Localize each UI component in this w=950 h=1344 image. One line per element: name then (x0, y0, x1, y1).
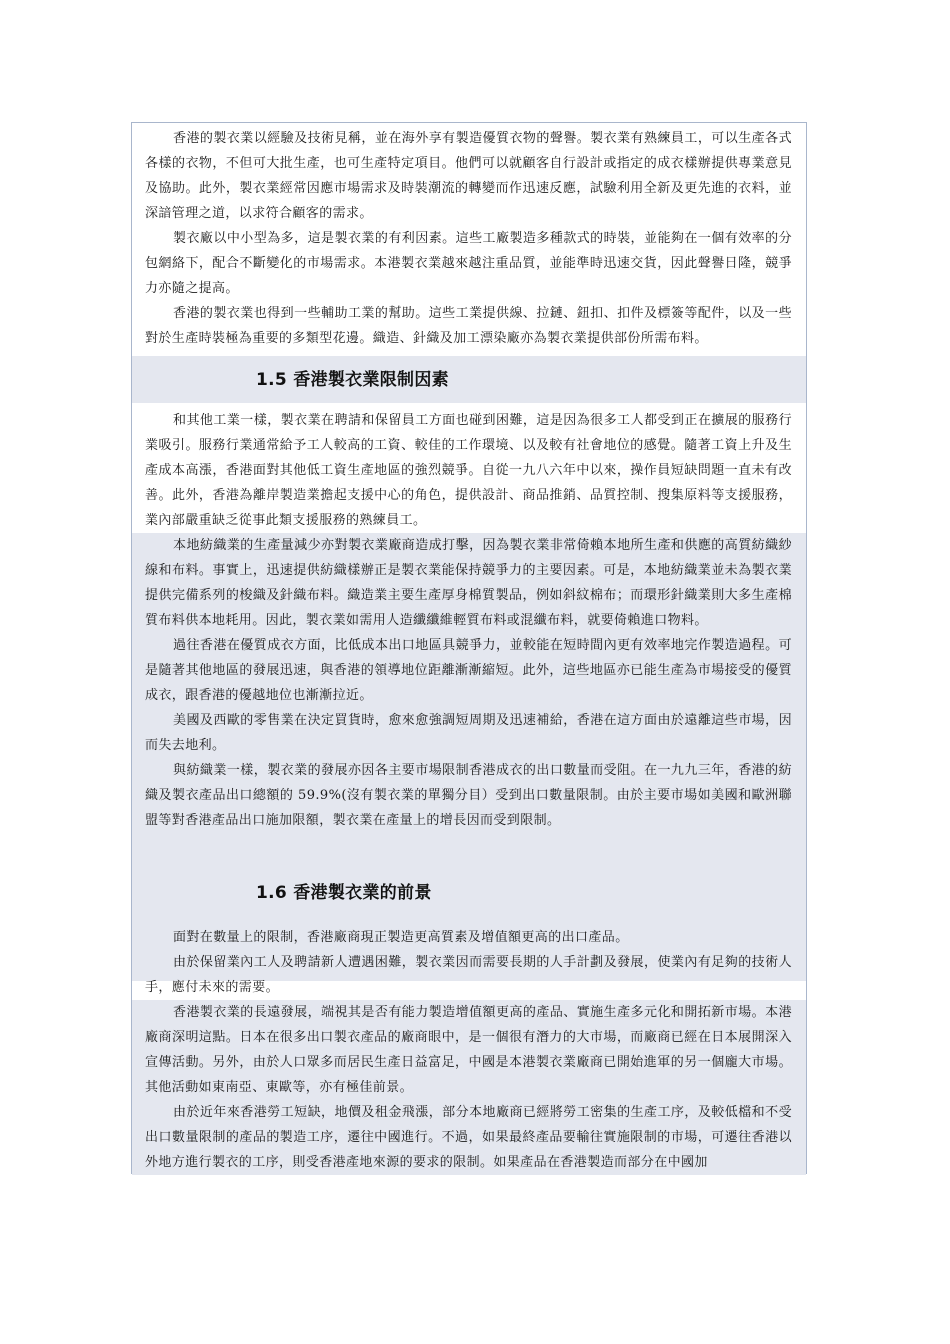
paragraph: 香港製衣業的長遠發展，端視其是否有能力製造增值額更高的產品、實施生產多元化和開拓新市場。本港廠商深明這點。日本在很多出口製衣產品的廠商眼中，是一個很有潛力的大市場，而廠商已經在日本展開深入宣傳活動。另外，由於人口眾多而居民生產日益富足，中國是本港製衣業廠商已開始進軍的另一個龐大市場。其他活動如東南亞、東歐等，亦有極佳前景。 (145, 1005, 792, 1095)
section-heading-1-6: 1.6 香港製衣業的前景 (256, 883, 432, 903)
section-1-5-body (132, 408, 806, 533)
paragraph: 面對在數量上的限制，香港廠商現正製造更高質素及增值額更高的出口產品。 (173, 930, 629, 945)
paragraph: 由於近年來香港勞工短缺，地價及租金飛漲，部分本地廠商已經將勞工密集的生產工序，及較低檔和不受出口數量限制的產品的製造工序，遷往中國進行。不過，如果最終產品要輸往實施限制的市場，可遷往香港以外地方進行製衣的工序，則受香港產地來源的要求的限制。如果產品在香港製造而部分在中國加 (145, 1105, 792, 1170)
paragraph: 過往香港在優質成衣方面，比低成本出口地區具競爭力，並較能在短時間內更有效率地完作製造過程。可是隨著其他地區的發展迅速，與香港的領導地位距離漸漸縮短。此外，這些地區亦已能生產為市場接受的優質成衣，跟香港的優越地位也漸漸拉近。 (145, 638, 792, 703)
paragraph: 製衣廠以中小型為多，這是製衣業的有利因素。這些工廠製造多種款式的時裝，並能夠在一個有效率的分包網絡下，配合不斷變化的市場需求。本港製衣業越來越注重品質，並能準時迅速交貨，因此聲譽日隆，競爭力亦隨之提高。 (145, 231, 792, 296)
paragraph: 由於保留業內工人及聘請新人遭遇困難，製衣業因而需要長期的人手計劃及發展，使業內有足夠的技術人手，應付未來的需要。 (145, 955, 792, 995)
intro-section (132, 126, 806, 351)
paragraph: 與紡織業一樣，製衣業的發展亦因各主要市場限制香港成衣的出口數量而受阻。在一九九三年，香港的紡織及製衣產品出口總額的 59.9%(沒有製衣業的單獨分目）受到出口數量限制。由於主要市場如美國和歐洲聯盟等對香港產品出口施加限額，製衣業在產量上的增長因而受到限制。 (145, 763, 792, 828)
section-1-6-body (132, 925, 806, 1000)
heading-band-1-5 (132, 356, 806, 403)
paragraph: 美國及西歐的零售業在決定買貨時，愈來愈強調短周期及迅速補給，香港在這方面由於遠離這些市場，因而失去地利。 (145, 713, 792, 753)
section-1-6-shaded-body (132, 1000, 806, 1175)
paragraph: 和其他工業一樣，製衣業在聘請和保留員工方面也碰到困難，這是因為很多工人都受到正在擴展的服務行業吸引。服務行業通常給予工人較高的工資、較佳的工作環境、以及較有社會地位的感覺。隨著工資上升及生產成本高漲，香港面對其他低工資生產地區的強烈競爭。自從一九八六年中以來，操作員短缺問題一直未有改善。此外，香港為離岸製造業擔起支援中心的角色，提供設計、商品推銷、品質控制、搜集原料等支援服務，業內部嚴重缺乏從事此類支援服務的熟練員工。 (145, 413, 792, 528)
document-frame (131, 122, 807, 1174)
section-heading-1-5: 1.5 香港製衣業限制因素 (256, 370, 449, 390)
paragraph: 香港的製衣業也得到一些輔助工業的幫助。這些工業提供線、拉鏈、鈕扣、扣件及標簽等配件，以及一些對於生產時裝極為重要的多類型花邊。織造、針織及加工漂染廠亦為製衣業提供部份所需布料。 (145, 306, 792, 346)
paragraph: 本地紡織業的生產量減少亦對製衣業廠商造成打擊，因為製衣業非常倚賴本地所生產和供應的高質紡織紗線和布料。事實上，迅速提供紡織樣辦正是製衣業能保持競爭力的主要因素。可是，本地紡織業並未為製衣業提供完備系列的梭織及針織布料。織造業主要生產厚身棉質製品，例如斜紋棉布；而環形針織業則大多生產棉質布料供本地耗用。因此，製衣業如需用人造纖纖維輕質布料或混纖布料，就要倚賴進口物料。 (145, 538, 792, 628)
paragraph: 香港的製衣業以經驗及技術見稱，並在海外享有製造優質衣物的聲譽。製衣業有熟練員工，可以生產各式各樣的衣物，不但可大批生產，也可生產特定項目。他們可以就顧客自行設計或指定的成衣樣辦提供專業意見及協助。此外，製衣業經常因應市場需求及時裝潮流的轉變而作迅速反應，試驗利用全新及更先進的衣料，並深諳管理之道，以求符合顧客的需求。 (145, 131, 792, 221)
section-1-5-shaded-body (132, 533, 806, 981)
